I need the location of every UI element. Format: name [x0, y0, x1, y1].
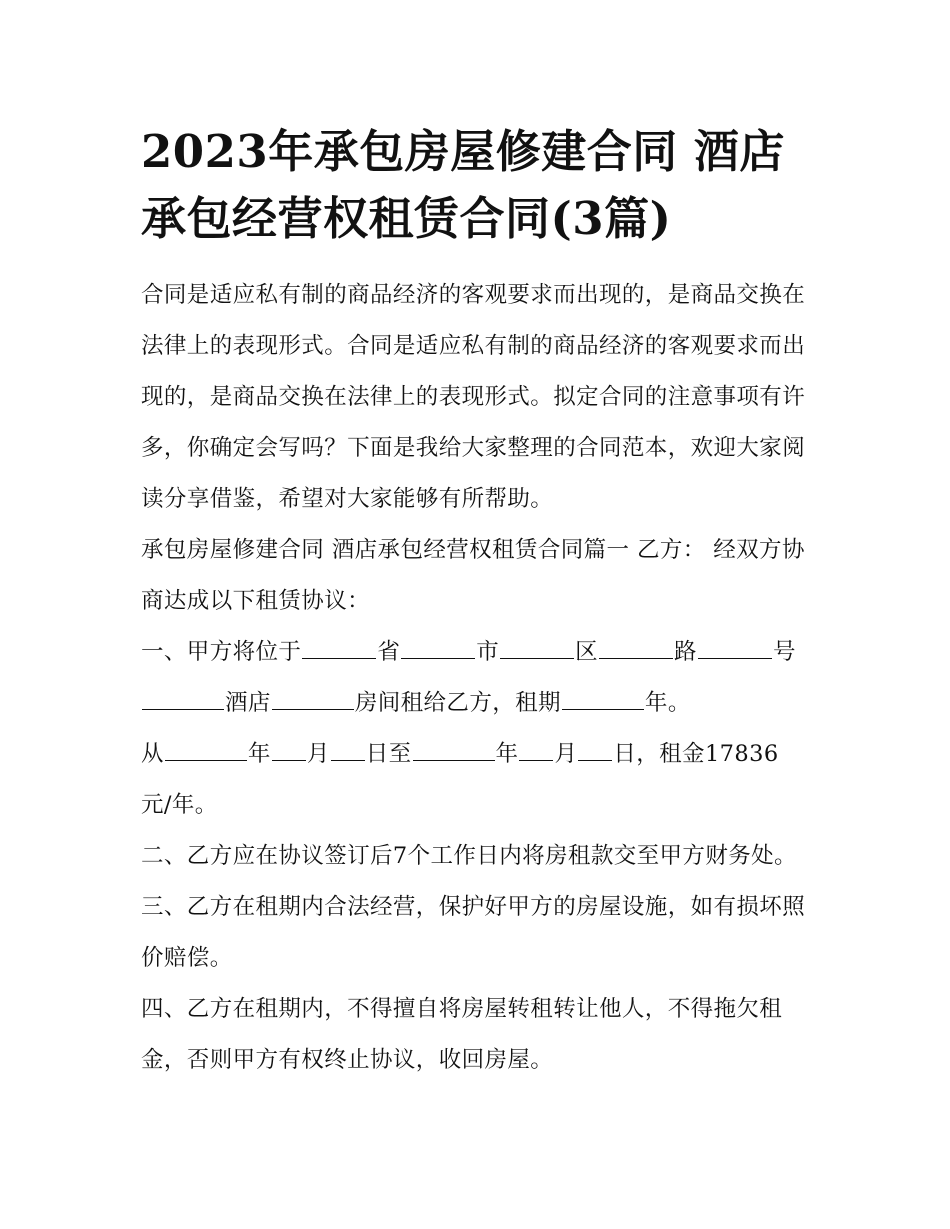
rent-unit: 元/年。 — [141, 792, 218, 818]
clause-sublet: 四、乙方在租期内，不得擅自将房屋转租转让他人，不得拖欠租金，否则甲方有权终止协议，收回房屋。 — [141, 996, 783, 1073]
word-number: 号 — [772, 639, 796, 665]
clause-location — [141, 627, 813, 729]
rent-amount: 17836 — [704, 741, 779, 767]
clause-payment: 二、乙方应在协议签订后7个工作日内将房租款交至甲方财务处。 三、乙方在租期内合法经营，保护好甲方的房屋设施，如有损坏照价赔偿。 — [141, 843, 806, 971]
title-year: 2023 — [141, 125, 269, 178]
word-start-month: 月 — [306, 741, 330, 767]
document-page — [141, 118, 813, 1086]
word-start-day-to: 日至 — [365, 741, 412, 767]
blank-start-day — [331, 738, 365, 761]
intro-paragraph: 合同是适应私有制的商品经济的客观要求而出现的，是商品交换在法律上的表现形式。合同是适应私有制的商品经济的客观要求而出现的，是商品交换在法律上的表现形式。拟定合同的注意事项有许多，你确定会写吗？下面是我给大家整理的合同范本，欢迎大家阅读分享借鉴，希望对大家能够有所帮助。 — [141, 282, 806, 512]
word-end-day-rent: 日，租金 — [613, 741, 705, 767]
word-room: 房间租给乙方，租期 — [354, 690, 561, 716]
word-district: 区 — [575, 639, 599, 665]
blank-province — [302, 636, 376, 659]
word-hotel: 酒店 — [225, 690, 271, 716]
word-city: 市 — [476, 639, 500, 665]
word-year: 年。 — [644, 690, 691, 716]
word-from: 从 — [141, 741, 164, 767]
blank-term — [562, 687, 644, 710]
word-end-year: 年 — [495, 741, 519, 767]
blank-end-year — [413, 738, 495, 761]
blank-road — [599, 636, 673, 659]
document-title — [141, 118, 813, 252]
blank-number — [698, 636, 772, 659]
title-text: 年承包房屋修建合同 酒店承包经营权租赁合同 — [141, 125, 785, 245]
blank-end-month — [519, 738, 553, 761]
blank-start-month — [272, 738, 306, 761]
word-road: 路 — [674, 639, 697, 665]
word-start-year: 年 — [247, 741, 271, 767]
word-end-month: 月 — [554, 741, 578, 767]
clause-period — [141, 729, 813, 831]
blank-start-year — [165, 738, 247, 761]
title-suffix: (3篇) — [550, 192, 672, 245]
blank-room — [272, 687, 354, 710]
blank-end-day — [578, 738, 612, 761]
blank-hotel — [142, 687, 224, 710]
section-heading: 承包房屋修建合同 酒店承包经营权租赁合同篇一 乙方： 经双方协商达成以下租赁协议： — [141, 537, 805, 614]
blank-city — [401, 636, 475, 659]
clause-location-lead: 一、甲方将位于 — [141, 639, 302, 665]
blank-district — [500, 636, 574, 659]
word-province: 省 — [377, 639, 401, 665]
